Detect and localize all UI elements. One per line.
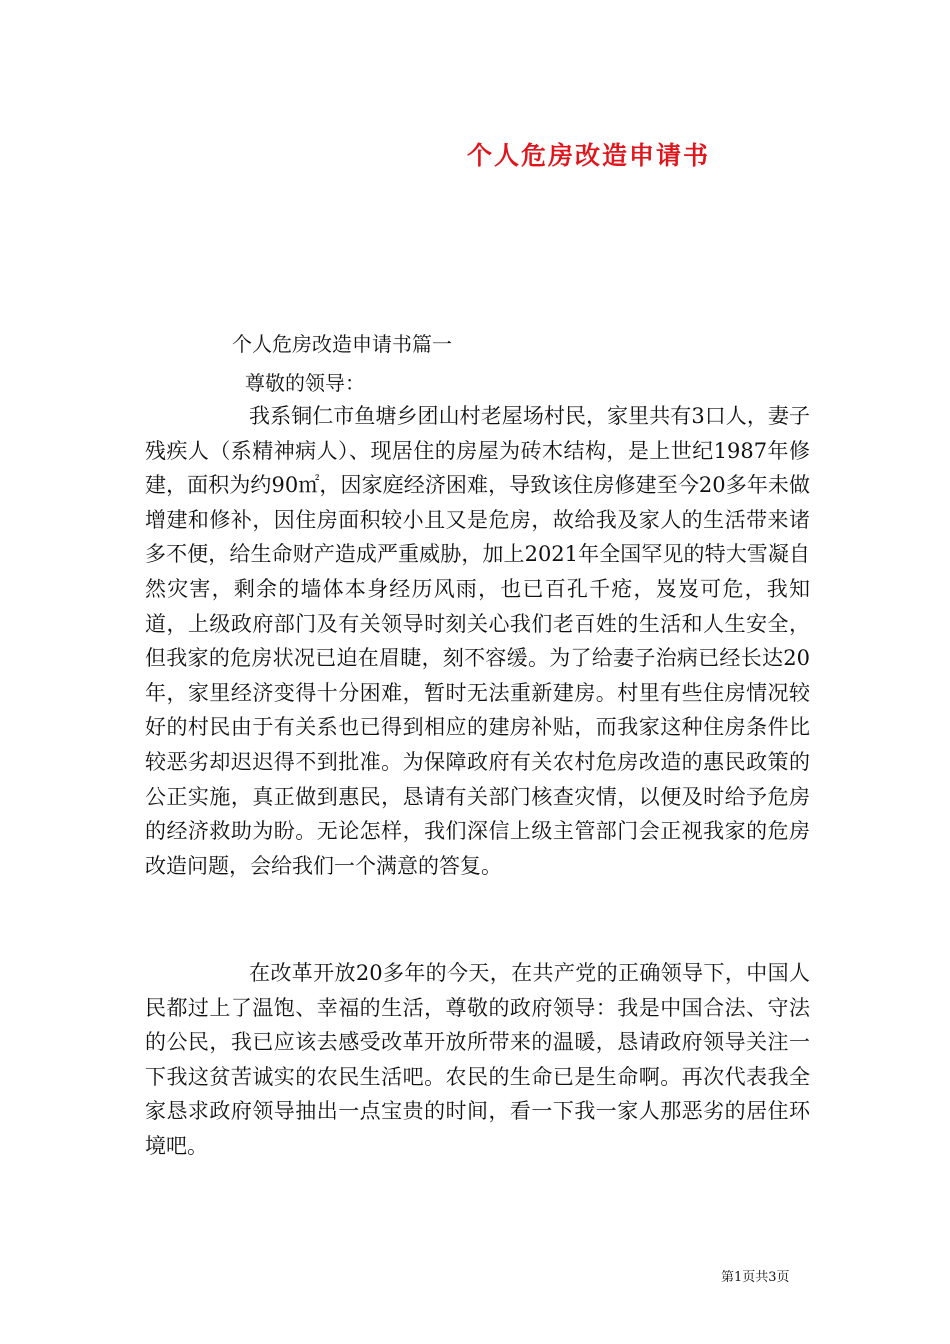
document-title: 个人危房改造申请书 [467,141,711,170]
salutation: 尊敬的领导： [245,371,365,395]
section-heading: 个人危房改造申请书篇一 [232,332,452,356]
page-footer: 第1页共3页 [721,1270,790,1285]
body-paragraph-2: 在改革开放20多年的今天，在共产党的正确领导下，中国人民都过上了温饱、幸福的生活，尊敬的政府领导：我是中国合法、守法的公民，我已应该去感受改革开放所带来的温暖，恳请政府领导关注一下我这贫苦诚实的农民生活吧。农民的生命已是生命啊。再次代表我全家恳求政府领导抽出一点宝贵的时间，看一下我一家人那恶劣的居住环境吧。 [145,961,810,1158]
body-paragraph-1: 我系铜仁市鱼塘乡团山村老屋场村民，家里共有3口人，妻子残疾人（系精神病人）、现居住的房屋为砖木结构，是上世纪1987年修建，面积为约90㎡，因家庭经济困难，导致该住房修建至今20多年未做增建和修补，因住房面积较小且又是危房，故给我及家人的生活带来诸多不便，给生命财产造成严重威胁，加上2021年全国罕见的特大雪凝自然灾害，剩余的墙体本身经历风雨，也已百孔千疮，岌岌可危，我知道，上级政府部门及有关领导时刻关心我们老百姓的生活和人生安全，但我家的危房状况已迫在眉睫，刻不容缓。为了给妻子治病已经长达20年，家里经济变得十分困难，暂时无法重新建房。村里有些住房情况较好的村民由于有关系也已得到相应的建房补贴，而我家这种住房条件比较恶劣却迟迟得不到批准。为保障政府有关农村危房改造的惠民政策的公正实施，真正做到惠民，恳请有关部门核查灾情，以便及时给予危房的经济救助为盼。无论怎样，我们深信上级主管部门会正视我家的危房改造问题，会给我们一个满意的答复。 [145,404,810,878]
